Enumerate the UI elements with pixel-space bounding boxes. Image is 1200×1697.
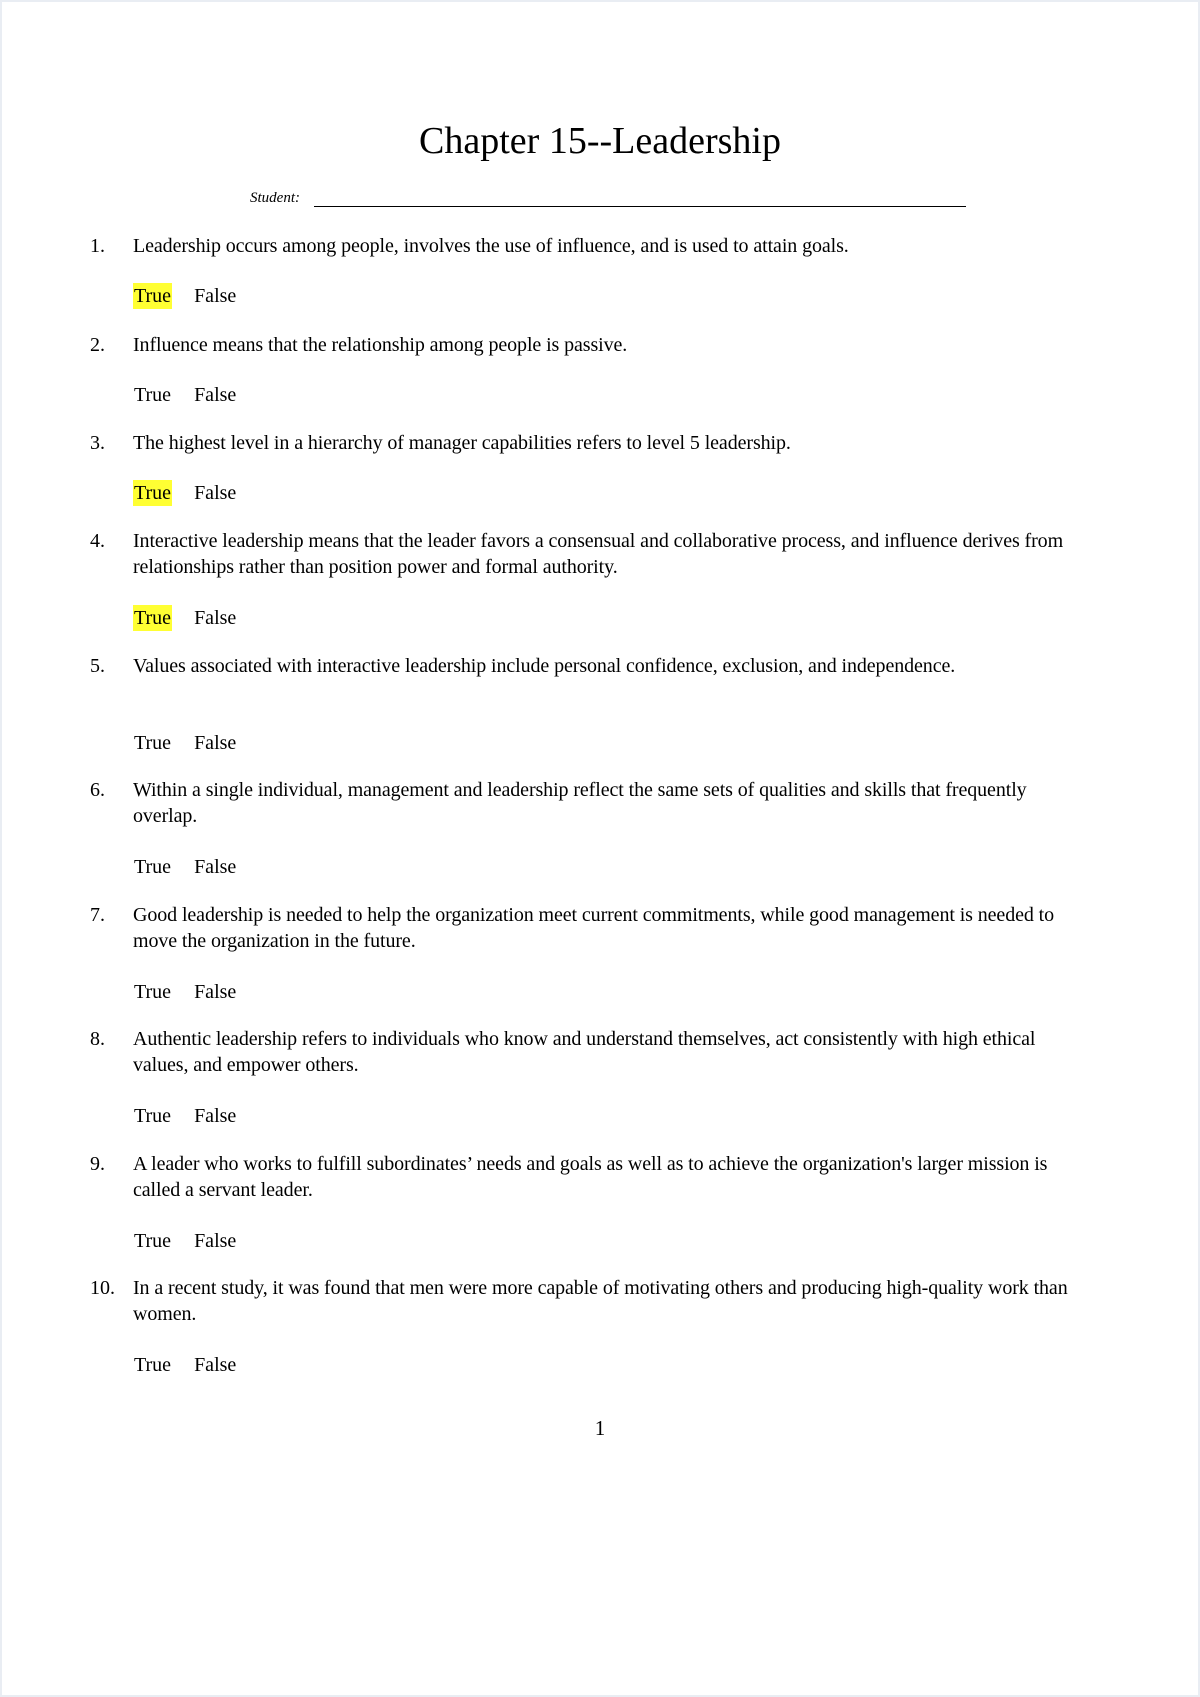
question-text: Interactive leadership means that the leader favors a consensual and collaborative process, and influence derives from relationships rather than position power and formal authority. — [133, 530, 1064, 578]
answer-options — [133, 1103, 236, 1129]
question-text: Within a single individual, management and leadership reflect the same sets of qualities and skills that frequently overlap. — [133, 779, 1027, 827]
question-number: 10. — [90, 1277, 115, 1299]
answer-true: True — [134, 1105, 172, 1127]
question-text: Authentic leadership refers to individuals who know and understand themselves, act consistently with high ethical values, and empower others. — [133, 1028, 1036, 1076]
answer-true: True — [134, 384, 172, 406]
student-field — [250, 188, 966, 210]
question-number: 8. — [90, 1028, 105, 1050]
question-text: Influence means that the relationship among people is passive. — [133, 334, 628, 356]
page-number: 1 — [594, 1416, 606, 1440]
student-label: Student: — [250, 190, 300, 206]
answer-false: False — [194, 482, 237, 504]
answer-false: False — [194, 1354, 237, 1376]
question-number: 2. — [90, 334, 105, 356]
answer-true: True — [134, 856, 172, 878]
question-number: 5. — [90, 655, 105, 677]
question-number: 4. — [90, 530, 105, 552]
answer-false: False — [194, 384, 237, 406]
answer-options — [133, 854, 236, 880]
question-text: The highest level in a hierarchy of manager capabilities refers to level 5 leadership. — [133, 432, 791, 454]
answer-false: False — [194, 607, 237, 629]
answer-true-highlighted: True — [134, 482, 172, 504]
answer-options — [133, 979, 236, 1005]
page-title: Chapter 15--Leadership — [419, 120, 781, 162]
answer-options — [133, 730, 236, 756]
question-number: 1. — [90, 235, 105, 257]
question-text: In a recent study, it was found that men were more capable of motivating others and producing high-quality work than women. — [133, 1277, 1068, 1325]
answer-true: True — [134, 1354, 172, 1376]
answer-false: False — [194, 856, 237, 878]
answer-options — [133, 1228, 236, 1254]
question-number: 3. — [90, 432, 105, 454]
document-page — [2, 2, 1198, 1695]
answer-options — [133, 480, 236, 506]
question-number: 6. — [90, 779, 105, 801]
answer-false: False — [194, 285, 237, 307]
answer-true-highlighted: True — [134, 607, 172, 629]
answer-true: True — [134, 732, 172, 754]
answer-false: False — [194, 1230, 237, 1252]
question-number: 7. — [90, 904, 105, 926]
answer-false: False — [194, 732, 237, 754]
question-number: 9. — [90, 1153, 105, 1175]
answer-true-highlighted: True — [134, 285, 172, 307]
question-text: Values associated with interactive leadership include personal confidence, exclusion, and independence. — [133, 655, 956, 677]
student-name-line — [314, 206, 966, 207]
answer-false: False — [194, 1105, 237, 1127]
answer-true: True — [134, 1230, 172, 1252]
question-text: Leadership occurs among people, involves the use of influence, and is used to attain goals. — [133, 235, 849, 257]
answer-true: True — [134, 981, 172, 1003]
answer-options — [133, 605, 236, 631]
question-text: A leader who works to fulfill subordinates’ needs and goals as well as to achieve the organization's larger mission is called a servant leader. — [133, 1153, 1048, 1201]
answer-options — [133, 1352, 236, 1378]
answer-options — [133, 382, 236, 408]
answer-options — [133, 283, 236, 309]
question-text: Good leadership is needed to help the organization meet current commitments, while good management is needed to move the organization in the future. — [133, 904, 1055, 952]
answer-false: False — [194, 981, 237, 1003]
